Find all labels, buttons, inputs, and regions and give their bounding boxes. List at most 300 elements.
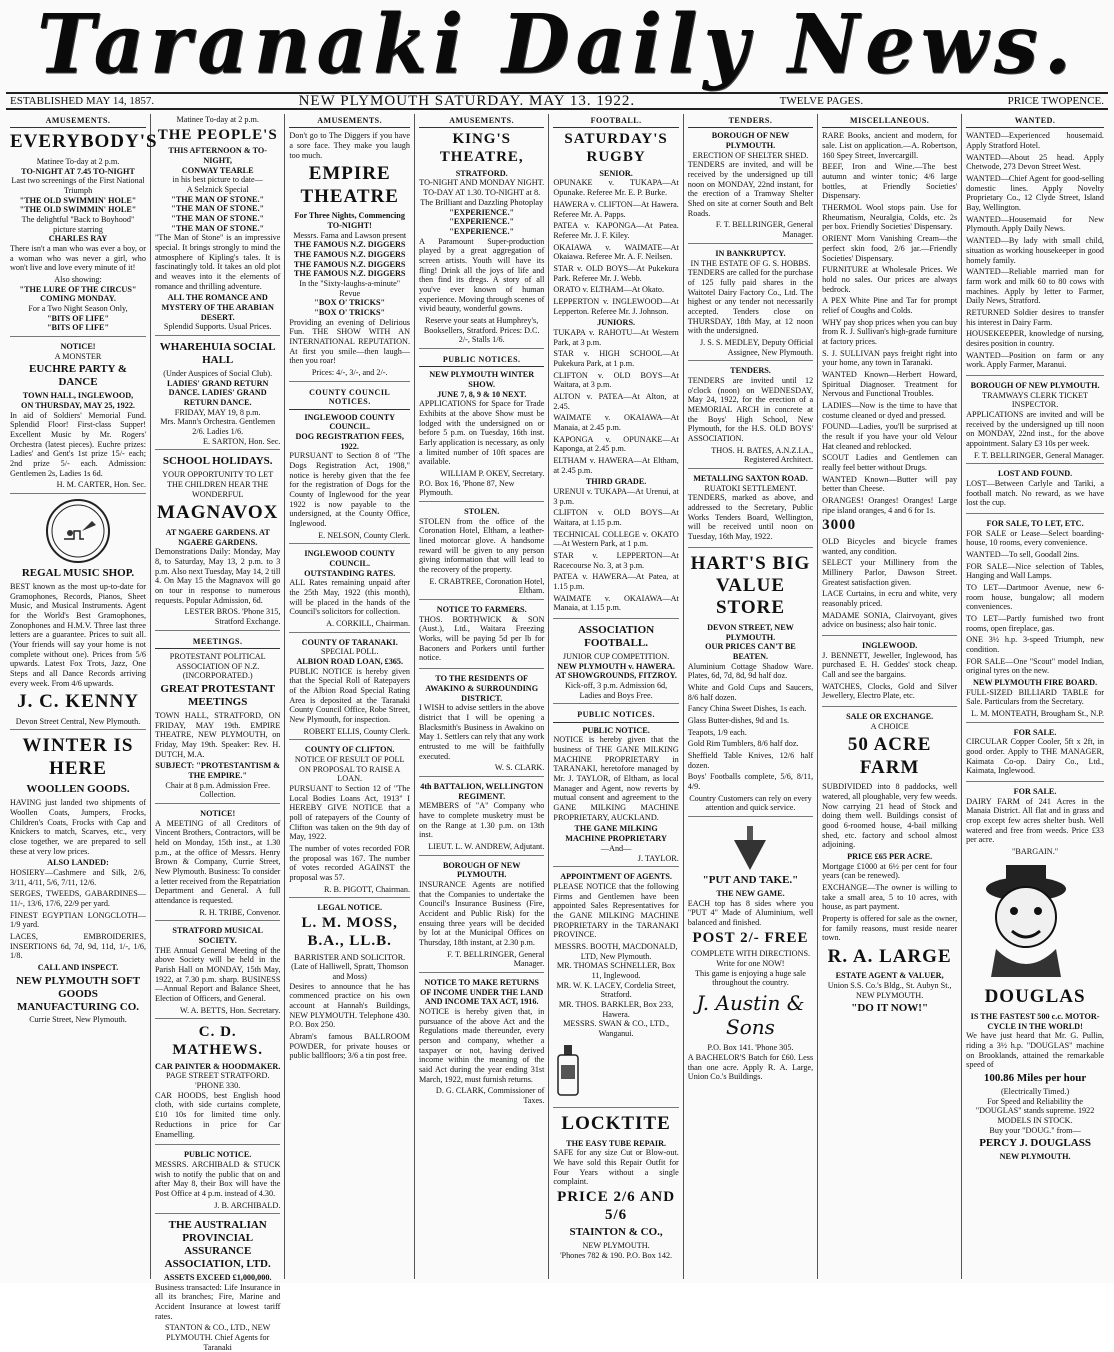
ad-title: 100.86 Miles per hour xyxy=(983,1071,1087,1084)
ad-line: THE NEW GAME. xyxy=(716,888,785,898)
agent-item: MR. THOS. BARKLER, Box 233, Hawera. xyxy=(558,999,674,1019)
memorial-tender xyxy=(688,366,813,469)
classified-ad: TO LET—Partly furnished two front rooms, open fireplace, gas. xyxy=(966,614,1104,633)
classified-ad: LACE Curtains, in ecru and white, very reasonably priced. xyxy=(822,589,958,609)
price-value: 5/6 xyxy=(605,1206,628,1223)
ad-line: JUNIORS. xyxy=(597,318,636,328)
albion-loan xyxy=(289,638,410,741)
ad-body: We have just heard that Mr. G. Pullin, riding a 3½ h.p. "DOUGLAS" machine on Brooklands, attained the remarkable speed of xyxy=(966,1031,1104,1070)
ad-body: "The Man of Stone" is an impressive special. It brings strongly to mind the atmosphere of Kipling's tales. It is fascinatingly told. It takes an old plot and weaves into it the elements of romance and thrilling adventure. xyxy=(155,233,281,291)
ad-line: STRATFORD. xyxy=(455,168,508,178)
ad-line: F. T. BELLRINGER, General Manager. xyxy=(447,949,545,969)
fixture: PATEA v. HAWERA—At Patea, at 1.15 p.m. xyxy=(553,572,679,592)
ad-line: For Three Nights, Commencing TO-NIGHT! xyxy=(294,211,405,230)
agent-item: MESSRS. BOOTH, MACDONALD, LTD, New Plymouth. xyxy=(554,941,678,961)
ad-line: THE FAMOUS N.Z. DIGGERS xyxy=(293,269,406,279)
ad-title: STAINTON & CO., xyxy=(569,1226,663,1239)
ad-body: NOTICE is hereby given that the business of THE GANE MILKING MACHINE PROPRIETARY in TARANAKI, heretofore managed by Mr. J. TAYLOR, of Eltham, as local Manager and Agent, now reverts by mutual consent and agreement to the GANE MILKING MACHINE PROPRIETARY, AUCKLAND. xyxy=(553,735,679,822)
column-4 xyxy=(415,114,549,1279)
ad-line: "THE MAN OF STONE." xyxy=(171,214,265,224)
ad-line: W. S. CLARK. xyxy=(494,763,545,773)
classified-ad: FOR SALE or Lease—Select boarding-house, 10 rooms, every convenience. xyxy=(966,528,1104,548)
ad-line: THE FAMOUS N.Z. DIGGERS xyxy=(293,249,406,259)
ad-body: Don't go to The Diggers if you have a sore face. They make you laugh too much. xyxy=(289,131,410,160)
meetings-section xyxy=(155,636,280,804)
ad-title: BOROUGH OF NEW PLYMOUTH. xyxy=(442,860,521,880)
masthead-title: Taranaki Daily News. xyxy=(37,0,1077,92)
dog-gramophone-icon xyxy=(50,503,106,559)
magnavox-ad xyxy=(155,455,280,630)
column-header: AMUSEMENTS. xyxy=(289,115,410,128)
ad-title: BOROUGH OF NEW PLYMOUTH. xyxy=(970,380,1100,390)
ad-title: SALE OR EXCHANGE. xyxy=(846,712,934,722)
classified-ad: WANTED Known—Herbert Howard, Spiritual Diagnoser. Treatment for Nervous and Functional Troubles. xyxy=(822,369,958,399)
ad-line: SENIOR. xyxy=(599,168,633,178)
ad-line: Mrs. Mann's Orchestra. Gentlemen 2/6. Ladies 1/6. xyxy=(160,417,276,437)
ad-line: F. T. BELLRINGER, General Manager. xyxy=(715,220,814,240)
ad-title: NEW PLYMOUTH SOFT GOODS MANUFACTURING CO. xyxy=(15,974,141,1013)
douglas-ad xyxy=(966,787,1104,1162)
ad-line: In the "Sixty-laughs-a-minute" Revue xyxy=(299,278,401,298)
ad-title: INGLEWOOD. xyxy=(862,641,918,651)
classified-ad: WANTED—By lady with small child, situation as working housekeeper in good homely family. xyxy=(966,236,1104,265)
mathews-ad xyxy=(155,1024,280,1145)
ad-item: White and Gold Cups and Saucers, 8/6 half dozen. xyxy=(687,682,814,702)
column-5 xyxy=(549,114,683,1279)
ad-line: DEVON STREET, NEW PLYMOUTH. xyxy=(707,622,794,642)
classified-ad: MADAME SONIA, Clairvoyant, gives advice on business; also hair tonic. xyxy=(822,610,958,630)
ad-line: R. H. TRIBE, Convenor. xyxy=(199,907,281,917)
ad-line: Splendid Supports. Usual Prices. xyxy=(163,322,272,332)
classified-ad: TO LET—Dartmoor Avenue, new 6-room house, bungalow; all modern conveniences. xyxy=(966,582,1104,612)
ad-title: PUBLIC NOTICE. xyxy=(582,725,650,735)
ad-body: NOTICE is hereby given that, in pursuance of the above Act and the Regulations made thereunder, every person and company, whether a taxpayer or not, having derived income within the meaning of the said Act during the year ending 31st March, 1922, must furnish returns. xyxy=(419,1006,545,1084)
outstanding-rates xyxy=(289,549,410,632)
ad-line: A Selznick Special xyxy=(186,185,249,195)
ad-body: STOLEN from the office of the Coronation Hotel, Eltham, a leather-lined motorcar glove. A handsome reward will be given to any person giving information that will lead to the recovery of the property. xyxy=(419,516,545,575)
ad-title: NEW PLYMOUTH FIRE BOARD. xyxy=(972,678,1098,688)
ad-title: SATURDAY'S RUGBY xyxy=(564,131,668,166)
ad-line: ON THURSDAY, MAY 25, 1922. xyxy=(21,400,135,410)
ad-item: FINEST EGYPTIAN LONGCLOTH—1/9 yard. xyxy=(10,910,146,930)
ad-item: Glass Butter-dishes, 9d and 1s. xyxy=(687,715,790,725)
classified-ad: RETURNED Soldier desires to transfer his interest in Dairy Farm. xyxy=(966,307,1104,327)
ad-title: METALLING SAXTON ROAD. xyxy=(693,473,808,483)
ad-body: TENDERS, marked as above, and addressed to the Secretary, Public Works Tenders Board, Wellington, will be received until noon on Tuesday, 16th May, 1922. xyxy=(687,493,814,541)
inglewood-ads xyxy=(822,641,957,707)
ad-body: SAFE for any size Cut or Blow-out. We have sold this Repair Outfit for Four Years without a single complaint. xyxy=(553,1148,679,1187)
ad-line: CALL AND INSPECT. xyxy=(37,962,119,972)
ad-title: LOST AND FOUND. xyxy=(997,469,1073,479)
ad-line: There isn't a man who was ever a boy, or a woman who was never a girl, who won't live and love every minute of it! xyxy=(10,243,146,273)
ad-title: FOR SALE. xyxy=(1013,727,1057,737)
ad-line: "BITS OF LIFE" xyxy=(46,313,110,323)
rugby-fixtures xyxy=(553,131,678,619)
ad-line: SPECIAL POLL. xyxy=(320,647,379,657)
ad-line: NEW PLYMOUTH v. HAWERA. AT SHOWGROUNDS, FITZROY. xyxy=(555,661,677,681)
classified-ad: ORANGES! Oranges! Oranges! Large ripe island oranges, 4 and 6 for 1s. xyxy=(822,495,958,515)
ad-body: A MEETING of all Creditors of Vincent Brothers, Contractors, will be held on Monday, 15th inst., at 1.30 p.m., at the office of Messrs. Henry Brown & Company, Currie Street, New Plymouth. Business: To consider a letter received from the Repatriation Department and General. A full attendance is requested. xyxy=(155,818,281,906)
ad-line: Union S.S. Co.'s Bldg., St. Aubyn St., NEW PLYMOUTH. xyxy=(827,981,952,1000)
ad-item: Boys' Footballs complete, 5/6, 8/11, 4/9. xyxy=(687,772,814,791)
ad-line: THIRD GRADE. xyxy=(585,477,647,487)
ad-body: EXCHANGE—The owner is willing to take a small area, 5 to 10 acres, with house, as part payment. xyxy=(822,882,958,912)
ad-title: DOUGLAS xyxy=(984,986,1086,1008)
winter-show xyxy=(419,354,544,502)
ad-body: APPLICATIONS are invited and will be received by the undersigned up till noon on MONDAY, 22nd inst., for the above appointment. Salary £3 10s per week. xyxy=(966,409,1104,448)
lost-found xyxy=(966,469,1104,514)
fixture: WAIMATE v. OKAIAWA—At Manaia, at 2.45 p.m. xyxy=(553,413,679,432)
ad-title: GREAT PROTESTANT MEETINGS xyxy=(160,683,275,708)
ad-line: Buy your "DOUG." from— xyxy=(989,1125,1081,1135)
ad-line: "THE OLD SWIMMIN' HOLE" xyxy=(19,205,137,215)
ad-line: JUNIOR CUP COMPETITION. xyxy=(562,651,670,661)
ad-line: Matinee To-day at 2 p.m. xyxy=(36,156,120,166)
established: ESTABLISHED MAY 14, 1857. xyxy=(10,95,155,107)
ad-line: AT NGAERE GARDENS. AT NGAERE GARDENS. xyxy=(165,527,270,547)
ad-line: JUNE 7, 8, 9 & 10 NEXT. xyxy=(437,389,527,399)
musical-society xyxy=(155,926,280,1019)
ad-title: "PUT AND TAKE." xyxy=(702,873,799,886)
ad-body: The number of votes recorded FOR the proposal was 167. The number of votes recorded AGAINST the proposal was 57. xyxy=(289,844,410,883)
man-portrait-icon xyxy=(966,859,1086,979)
classified-ad: RARE Books, ancient and modern, for sale. List on application.—A. Robertson, 160 Spey Street, Invercargill. xyxy=(822,131,958,160)
wharehuia-ad xyxy=(155,341,280,450)
harts-ad xyxy=(688,553,813,817)
awakino-notice xyxy=(419,674,544,777)
legal-notice xyxy=(289,903,410,1060)
ad-line: "DO IT NOW!" xyxy=(851,1002,929,1015)
column-header: AMUSEMENTS. xyxy=(10,115,146,128)
ad-title: POST 2/- FREE xyxy=(692,929,809,946)
ad-body: A BACHELOR'S Batch for £60. Less than one acre. Apply R. A. Large, Union Co.'s Buildings. xyxy=(687,1052,814,1082)
ad-line: WOOLLEN GOODS. xyxy=(26,783,130,796)
ad-title: TENDERS. xyxy=(730,366,771,376)
classified-ad: WANTED—Chief Agent for good-selling domestic lines. Apply Novelty Proprietary Co., 12 Clyde Street, Island Bay, Wellington. xyxy=(966,174,1104,213)
page-count: TWELVE PAGES. xyxy=(779,95,864,107)
ad-line: Kick-off, 3 p.m. Admission 6d, Ladies and Boys Free. xyxy=(564,680,668,700)
ad-title: ASSOCIATION FOOTBALL. xyxy=(577,624,655,649)
ad-line: IN THE ESTATE OF G. S. HOBBS. xyxy=(690,258,811,268)
ad-title: FOR SALE. xyxy=(1013,787,1057,797)
ad-title: 4th BATTALION, WELLINGTON REGIMENT. xyxy=(420,781,544,801)
price-value: 2/6 xyxy=(613,1189,636,1206)
ad-line: LADIES' GRAND RETURN DANCE. LADIES' GRAND RETURN DANCE. xyxy=(166,378,269,408)
ad-line: TOWN HALL, INGLEWOOD, xyxy=(22,391,134,401)
ad-line: LESTER BROS. 'Phone 315, Stratford Exchange. xyxy=(184,607,281,626)
insurance-notice xyxy=(419,861,544,973)
ad-title: IN BANKRUPTCY. xyxy=(715,248,786,258)
classified-ad: WANTED—Experienced housemaid. Apply Stratford Hotel. xyxy=(966,131,1104,151)
fixture: HAWERA v. CLIFTON—At Hawera. Referee Mr. A. Papps. xyxy=(553,199,679,219)
ad-line: (Electrically Timed.) xyxy=(1000,1086,1070,1096)
columns xyxy=(6,114,1108,1352)
ad-title: THE PEOPLE'S xyxy=(157,126,278,143)
ad-line: PRICE £65 PER ACRE. xyxy=(847,851,933,861)
ad-line: R. B. PIGOTT, Chairman. xyxy=(323,884,410,894)
section-header: PUBLIC NOTICES. xyxy=(553,709,678,722)
ad-title: SCHOOL HOLIDAYS. xyxy=(162,455,273,468)
ad-title: NEW PLYMOUTH WINTER SHOW. xyxy=(429,370,535,390)
ad-body: EACH top has 8 sides where you "PUT 4" Made of Aluminium, well balanced and finished. xyxy=(687,898,814,927)
tax-notice xyxy=(419,978,544,1106)
column-2 xyxy=(151,114,285,1352)
classified-ad: LADIES—Now is the time to have that costume cleaned or dyed and pressed. xyxy=(822,400,958,420)
fixture: ELTHAM v. HAWERA—At Eltham, at 2.45 p.m. xyxy=(553,455,679,475)
ad-body: INSURANCE Agents are notified that the Companies to undertake the Council's Insurance Business (Fire, Accident and Public Risk) for the ensuing three years will be decided by lot at the Municipal Offices on Thursday, 18th instant, at 2.30 p.m. xyxy=(419,879,545,947)
ad-line: TO-NIGHT AT 7.45 TO-NIGHT xyxy=(21,166,135,176)
column-header: FOOTBALL. xyxy=(553,115,678,128)
ad-line: Matinee To-day at 2 p.m. xyxy=(176,115,259,124)
classified-ad: WANTED Known—Butter will pay better than Cheese. xyxy=(822,474,958,494)
ad-line: CONWAY TEARLE xyxy=(181,165,254,175)
ad-line: "BARGAIN." xyxy=(1012,847,1059,857)
classified-ad: THERMOL Wool stops pain. Use for Rheumatism, Neuralgia, Colds, etc. 2s per box. Friendly Societies' Dispensary. xyxy=(822,203,958,232)
ad-line: Messrs. Fama and Lawson present xyxy=(293,230,407,240)
agent-item: MR. W. K. LACEY, Cordelia Street, Stratford. xyxy=(556,980,676,1000)
fixture: PATEA v. KAPONGA—At Patea. Referee Mr. J. F. Kiley. xyxy=(553,221,679,240)
column-3 xyxy=(285,114,415,1279)
classified-ad: SCOUT Ladies and Gentlemen can really feel better without Drugs. xyxy=(822,453,958,472)
ad-title: EMPIRE THEATRE xyxy=(300,163,399,207)
creditors-notice xyxy=(155,809,280,921)
ad-title: COUNTY OF CLIFTON. xyxy=(304,745,395,755)
ad-line: NOTICE! xyxy=(200,808,236,818)
ad-title: STOLEN. xyxy=(464,507,500,517)
ad-line: Prices: 4/-, 3/-, and 2/-. xyxy=(311,368,388,378)
ad-line: DOG REGISTRATION FEES, 1922. xyxy=(295,431,404,451)
stuck-notice xyxy=(155,1150,280,1214)
ad-line: LIEUT. L. W. ANDREW, Adjutant. xyxy=(428,841,545,851)
classified-ad: WANTED—To sell, Goodall 2ins. xyxy=(966,549,1080,559)
ad-line: CAR PAINTER & HOODMAKER. xyxy=(155,1061,281,1071)
ad-body: DAIRY FARM of 241 Acres in the Manaia District. All flat and in grass and crop except few acres shelter bush. Well watered and free from weeds. Price £33 per acre. xyxy=(966,796,1104,845)
classified-ad: WATCHES, Clocks, Gold and Silver Jewellery, Electro Plate, etc. xyxy=(822,681,958,701)
masthead xyxy=(0,0,1114,92)
ad-body: Business transacted: Life Insurance in all its branches; Fire, Marine and Accident Insurance at lowest tariff rates. xyxy=(155,1282,281,1321)
ad-line: This game is enjoying a huge sale throughout the country. xyxy=(694,968,806,988)
for-sale-ads xyxy=(966,519,1104,723)
ad-body: MEMBERS of "A" Company who have to complete musketry must be on the Range at 1.30 p.m. on 13th inst. xyxy=(419,801,545,840)
ad-body: PURSUANT to Section 8 of "The Dogs Registration Act, 1908," notice is hereby given that the fee for the registration of Dogs for the County of Inglewood for the year 1922 is now payable to the undersigned, at the County Office, Inglewood. xyxy=(289,451,410,528)
ad-line: THE GANE MILKING MACHINE PROPRIETARY xyxy=(565,824,667,844)
section-header: PUBLIC NOTICES. xyxy=(419,354,544,367)
ad-line: IS THE FASTEST 500 c.c. MOTOR-CYCLE IN THE WORLD! xyxy=(970,1011,1100,1031)
ad-body: MESSRS. ARCHIBALD & STUCK wish to notify the public that on and after May 8, their Box will have the Post Office at 4 p.m. instead of 4.30. xyxy=(155,1159,281,1198)
price-separator: AND xyxy=(639,1189,676,1206)
ad-line: J. TAYLOR. xyxy=(637,853,679,863)
ad-line: RUATOKI SETTLEMENT. xyxy=(704,483,797,493)
ad-item: Fancy China Sweet Dishes, 1s each. xyxy=(687,704,807,714)
ad-line: COMPLETE WITH DIRECTIONS. Write for one NOW! xyxy=(690,949,811,968)
association-football xyxy=(553,624,678,704)
ad-line: J. S. S. MEDLEY, Deputy Official Assignee, New Plymouth. xyxy=(699,337,814,357)
ad-line: Also showing: xyxy=(54,274,102,284)
classified-ad: S. J. SULLIVAN pays freight right into your home, any town in Taranaki. xyxy=(822,348,958,368)
ad-line: Devon Street Central, New Plymouth. xyxy=(15,716,141,726)
ad-line: The delightful "Back to Boyhood" picture starring xyxy=(21,214,135,234)
ad-line: "BOX O' TRICKS" xyxy=(314,307,386,317)
classified-ad: ORIENT Morn Vanishing Cream—the perfect skin food, 2/6 jar.—Friendly Societies' Dispensary. xyxy=(822,234,958,263)
ad-line: OUR PRICES CAN'T BE BEATEN. xyxy=(705,642,796,661)
ad-body: ALL Rates remaining unpaid after the 25th May, 1922 (this month), will be placed in the hands of the Council's solicitors for collection. xyxy=(289,578,410,617)
classified-ad: FOR SALE—Nice selection of Tables, Hanging and Wall Lamps. xyxy=(966,561,1104,581)
fixture: ORATO v. ELTHAM—At Okato. xyxy=(553,285,665,295)
ad-line: A CHOICE xyxy=(870,721,909,731)
fixture: LEPPERTON v. INGLEWOOD—At Lepperton. Referee Mr. J. Johnson. xyxy=(553,296,679,316)
fixture: ALTON v. PATEA—At Alton, at 2.45. xyxy=(553,391,679,411)
ad-body: CIRCULAR Copper Cooler, 5ft x 2ft, in good order. Apply to THE MANAGER, Kaimata Co-op. Dairy Co., Ltd., Kaimata, Inglewood. xyxy=(966,737,1104,776)
battalion-notice xyxy=(419,782,544,856)
peoples-ad xyxy=(155,115,280,336)
stolen-notice xyxy=(419,507,544,600)
ad-body: Property is offered for sale as the owner, for family reasons, must reside nearer town. xyxy=(822,913,958,943)
ad-title: TO THE RESIDENTS OF AWAKINO & SURROUNDING DISTRICT. xyxy=(425,674,539,703)
ad-body: APPLICATIONS for Space for Trade Exhibits at the above Show must be lodged with the undersigned on or before 5 p.m. on Tuesday, 16th inst. Early application is necessary, as only a limited number of 10ft spaces are available. xyxy=(419,399,545,467)
ad-item: Aluminium Cottage Shadow Ware. Plates, 6d, 7d, 8d, 9d half doz. xyxy=(687,661,814,681)
ad-line: H. M. CARTER, Hon. Sec. xyxy=(56,480,146,490)
ad-title: 50 ACRE FARM xyxy=(847,734,932,778)
ad-line: THOS. H. BATES, A.N.Z.I.A., Registered Architect. xyxy=(711,445,814,465)
ad-title: FOR SALE, TO LET, ETC. xyxy=(986,518,1084,528)
ad-line: F. T. BELLRINGER, General Manager. xyxy=(973,450,1104,460)
ad-item: HOSIERY—Cashmere and Silk, 2/6, 3/11, 4/11, 5/6, 7/11, 12/6. xyxy=(10,867,146,887)
ad-line: L. M. MONTEATH, Brougham St., N.P. xyxy=(971,709,1104,719)
ad-line: P.O. Box 141. 'Phone 305. xyxy=(707,1043,794,1053)
ad-line: "EXPERIENCE." xyxy=(449,217,515,227)
ad-line: ASSETS EXCEED £1,000,000. xyxy=(163,1273,272,1283)
ad-line: "THE OLD SWIMMIN' HOLE" xyxy=(19,195,137,205)
locktite-prices xyxy=(553,1189,678,1224)
ad-line: —And— xyxy=(600,843,632,853)
classified-ad: A PEX White Pine and Tar for prompt relief of Coughs and Colds. xyxy=(822,296,958,315)
section-header: MEETINGS. xyxy=(155,636,280,649)
ad-line: NOTICE OF RESULT OF POLL ON PROPOSAL TO RAISE A LOAN. xyxy=(294,755,405,784)
ad-title: THE AUSTRALIAN PROVINCIAL ASSURANCE ASSOCIATION, LTD. xyxy=(164,1219,271,1271)
empire-ad xyxy=(289,131,410,381)
ad-line: W. A. BETTS, Hon. Secretary. xyxy=(180,1005,281,1015)
gane-notice xyxy=(553,709,678,867)
meta-bar xyxy=(6,92,1108,110)
fixture: STAR v. HIGH SCHOOL—At Pukekura Park, at 1 p.m. xyxy=(553,349,679,368)
tramways-notice xyxy=(966,381,1104,464)
ad-line: (Under Auspices of Social Club). xyxy=(163,369,273,379)
ad-body: Providing an evening of Delirious Fun. THE SHOW WITH AN INTERNATIONAL REPUTATION. At first you smile—then laugh—then you roar! xyxy=(289,317,410,366)
ad-line: ALBION ROAD LOAN, £365. xyxy=(296,657,404,667)
classified-ad: FOUND—Ladies, you'll be surprised at the result if you have your old Velour Hat cleaned and reblocked. xyxy=(822,422,958,451)
ad-body: PLEASE NOTICE that the following Firms and Gentlemen have been appointed Sales Representatives for the GANE MILKING MACHINE PROPRIETARY in the TARANAKI PROVINCE. xyxy=(553,881,679,940)
ad-line: ALL THE ROMANCE AND MYSTERY OF THE ARABIAN DESERT. xyxy=(161,293,274,322)
ad-title: EVERYBODY'S xyxy=(10,131,158,153)
fixture: WAIMATE v. OKAIAWA—At Manaia, at 1.15 p.m. xyxy=(553,593,679,613)
classified-ad: WANTED—About 25 head. Apply Chetwode, 273 Devon Street West. xyxy=(966,152,1104,172)
ad-title: NOTICE TO FARMERS. xyxy=(436,605,527,615)
ad-line: D. G. CLARK, Commissioner of Taxes. xyxy=(435,1086,545,1106)
column-6 xyxy=(684,114,818,1279)
ad-title: J. C. KENNY xyxy=(17,691,139,713)
ad-body: TOWN HALL, STRATFORD, ON FRIDAY, MAY 19th. EMPIRE THEATRE, NEW PLYMOUTH, on Friday, May 19th. Speaker: Rev. H. DUTCH, M.A. xyxy=(155,710,281,759)
clifton-poll xyxy=(289,745,410,898)
ad-line: SUBJECT: "PROTESTANTISM & THE EMPIRE." xyxy=(155,761,281,780)
ad-line: "THE LURE OF THE CIRCUS" xyxy=(19,284,137,294)
column-1 xyxy=(6,114,158,1279)
agent-item: MR. THOMAS SCHNELLER, Box 11, Inglewood. xyxy=(556,961,676,980)
ad-body: BEST known as the most up-to-date for Gramophones, Records, Pianos, Sheet Music, and Musical Instruments. Agent for the World's Best Gramophones, Zonophones and H.M.V. Three last three letters are a guarantee. Prices to suit all. (Your friends will say your home is not complete without one). Prices from 5/6 upwards. Latest Fox Trots, Jazz, One Steps and all Dance Records arriving every week. From 4/6 upwards. xyxy=(10,581,146,688)
ad-body: TENDERS are invited, and will be received by the undersigned up till noon on MONDAY, 22nd instant, for the erection of a Tramway Shelter Shed on site at corner South and Belt Roads. xyxy=(687,160,814,218)
ad-body: TENDERS are called for the purchase of 125 fully paid shares in the Waitotel Dairy Factory Co., Ltd. The highest or any tender not necessarily accepted. Tenders close on THURSDAY, 18th May, at 12 noon with the undersigned. xyxy=(687,268,814,336)
fixture: STAR v. LEPPERTON—At Racecourse No. 3, at 3 p.m. xyxy=(553,551,679,570)
agents-notice xyxy=(553,872,678,1108)
ad-line: "THE MAN OF STONE." xyxy=(171,223,265,233)
ad-line: TRAMWAYS CLERK TICKET INSPECTOR. xyxy=(982,390,1089,410)
locktite-ad xyxy=(553,1113,678,1260)
bankruptcy-notice xyxy=(688,249,813,361)
classified-ad: OLD Bicycles and bicycle frames wanted, any condition. xyxy=(822,536,958,556)
price-label: PRICE xyxy=(557,1189,609,1206)
put-and-take-ad xyxy=(688,822,813,1082)
ad-line: in his best picture to date— xyxy=(172,175,263,185)
ad-line: For a Two Night Season Only, xyxy=(28,303,128,313)
ad-title: WINTER IS HERE xyxy=(22,735,134,779)
ad-line: BARRISTER AND SOLICITOR. (Late of Halliwell, Spratt, Thomson and Moss) xyxy=(291,952,409,981)
column-8 xyxy=(962,114,1108,1279)
classified-ad: ONE 3½ h.p. 3-speed Triumph, new condition. xyxy=(966,635,1104,655)
ad-line: J. B. ARCHIBALD. xyxy=(214,1200,281,1210)
ad-line: "THE MAN OF STONE." xyxy=(171,194,265,204)
ad-title: PUBLIC NOTICE. xyxy=(184,1150,252,1160)
ad-title: 3000 xyxy=(822,517,857,534)
ad-line: Chair at 8 p.m. Admission Free. Collection. xyxy=(165,780,270,800)
ad-body: CAR HOODS, best English hood cloth, with side curtains complete, £10 10s for limited time only. Reductions in price for Car Enamelling. xyxy=(155,1090,281,1139)
ad-title: INGLEWOOD COUNTY COUNCIL. xyxy=(304,412,396,432)
ad-body: Demonstrations Daily: Monday, May 8, to Saturday, May 13, 2 p.m. to 3 p.m. Also next Tuesday, May 14, 2 till 4. On May 15 the Magnavox will go on tour in response to numerous requests. Popular Admission, 6d. xyxy=(155,547,281,605)
fixture: KAPONGA v. OPUNAKE—At Kaponga, at 2.45 p.m. xyxy=(553,434,679,454)
ad-body: LOST—Between Carlyle and Tariki, a football match. No reward, as we have lost the cup. xyxy=(966,478,1104,508)
ad-line: STANTON & CO., LTD., NEW PLYMOUTH. Chief Agents for Taranaki xyxy=(165,1323,271,1352)
section-header: COUNTY COUNCIL NOTICES. xyxy=(289,387,410,410)
classified-ad: BEEF, Iron and Wine.—The best autumn and winter tonic; 4/6 large bottles, at Friendly Societies' Dispensary. xyxy=(822,162,958,201)
ad-line: Last two screenings of the First National Triumph xyxy=(11,176,145,195)
classified-ad: WANTED—Reliable married man for farm work and milk 60 to 80 cows with machines. Apply by letter to Farmer, Daily News, Stratford. xyxy=(966,267,1104,306)
ad-title: LOCKTITE xyxy=(561,1113,671,1135)
ad-line: Reserve your seats at Humphrey's, Booksellers, Stratford. Prices: D.C. 2/-, Stalls 1/6. xyxy=(423,315,540,345)
spinning-top-icon xyxy=(730,822,770,872)
ad-line: ERECTION OF SHELTER SHED. xyxy=(692,150,809,160)
ad-body: PURSUANT to Section 12 of "The Local Bodies Loans Act, 1913" I HEREBY GIVE NOTICE that a poll of ratepayers of the County of Clifton was taken on the 9th day of May, 1922. xyxy=(289,784,410,842)
bottle-icon xyxy=(553,1043,583,1098)
ad-title: INGLEWOOD COUNTY COUNCIL. xyxy=(304,549,396,568)
dateline: NEW PLYMOUTH SATURDAY. MAY 13. 1922. xyxy=(298,92,636,109)
agent-item: MESSRS. SWAN & CO., LTD., Wanganui. xyxy=(563,1019,670,1038)
ad-line: A MONSTER xyxy=(54,351,102,361)
ad-body: A Paramount Super-production played by a great aggregation of screen artists. Youth will have its fling! Drink all the joys of life and then find its dregs. A story of all you've ever known of human experience. Moving through scenes of vivid beauty, wonderful gowns. xyxy=(419,236,545,314)
ad-body: Desires to announce that he has commenced practice on his own account at Hannah's Buildings, NEW PLYMOUTH. Telephone 430. P.O. Box 250. xyxy=(289,981,410,1030)
wanted-ads xyxy=(966,131,1104,375)
ad-title: WHAREHUIA SOCIAL HALL xyxy=(159,341,276,367)
farm-sale-ad xyxy=(822,712,957,1015)
ad-body: In aid of Soldiers' Memorial Fund. Splendid Floor! First-class Supper! Excellent Music by Mr. Rogers' Orchestra (latest pieces). Euchre prizes: Ladies' and Gent's 1st prize 15/- each; 2nd prize 5/- each. Admission: Gentlemen 2s, Ladies 1s 6d. xyxy=(10,410,146,478)
ad-line: Currie Street, New Plymouth. xyxy=(29,1015,127,1025)
ad-body: Mortgage £1000 at 6½ per cent for four years (can be renewed). xyxy=(822,861,958,881)
classified-ad: HOUSEKEEPER, knowledge of nursing, desires position in country. xyxy=(966,329,1104,348)
ad-line: E. SARTON, Hon. Sec. xyxy=(203,436,281,446)
classified-ad: FURNITURE at Wholesale Prices. We hold no sales. Our prices are always bedrock. xyxy=(822,265,958,294)
ad-body: HAVING just landed two shipments of Woollen Coats, Jumpers, Frocks, Children's Coats, Frocks with Cap and Knickers to match, Scarves, etc., very close together, we are prepared to sell these at very low prices. xyxy=(10,798,146,856)
ad-line: A. CORKILL, Chairman. xyxy=(326,619,410,628)
regal-ad xyxy=(10,499,146,730)
classified-ad: WANTED—Housemaid for New Plymouth. Apply Daily News. xyxy=(966,214,1104,234)
ad-line: NEW PLYMOUTH. xyxy=(999,1152,1071,1162)
